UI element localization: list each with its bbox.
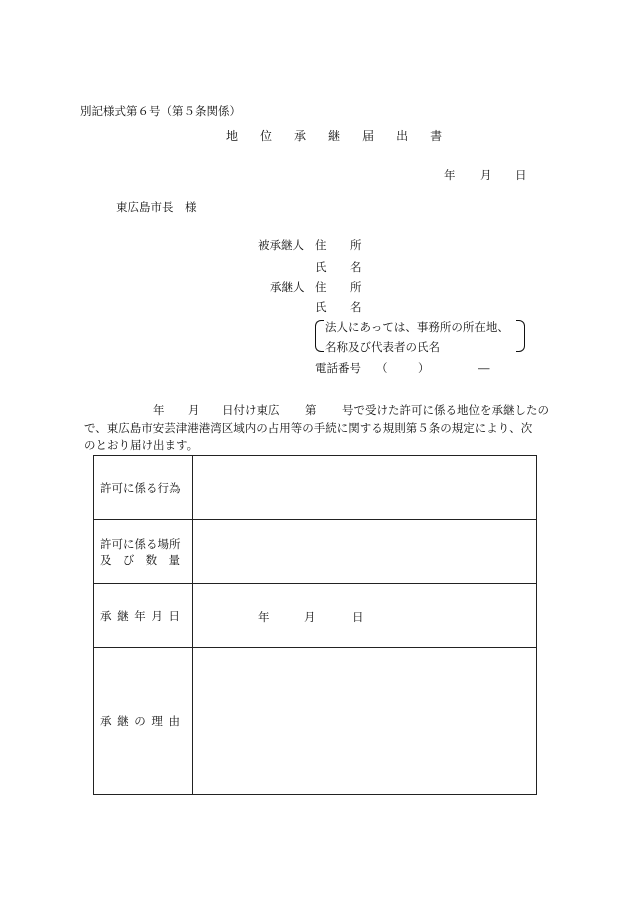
body-day-prefix: 日付け東広: [222, 403, 280, 417]
label-char: の: [134, 714, 146, 728]
label-char: 月: [151, 608, 163, 623]
label-char: 日: [168, 608, 180, 623]
place-value-cell[interactable]: [193, 520, 537, 584]
table-row: [94, 456, 537, 520]
succession-month-label: 月: [304, 610, 316, 624]
date-year-label: 年: [444, 168, 456, 182]
successor-address-label-b: 所: [350, 280, 362, 294]
label-char: 年: [134, 608, 146, 623]
body-dai: 第: [305, 403, 317, 417]
phone-dash: ―: [478, 361, 490, 375]
title-char: 書: [430, 129, 443, 143]
note-bracket-right: [516, 320, 525, 352]
body-line2: で、東広島市安芸津港港湾区域内の占用等の手続に関する規則第５条の規定により、次: [84, 421, 533, 435]
corporate-note-line1: 法人にあっては、事務所の所在地、: [325, 320, 509, 334]
succession-date-label: [94, 584, 193, 648]
table-row: [94, 520, 537, 584]
title-char: 位: [260, 129, 273, 143]
act-label: 許可に係る行為: [94, 456, 193, 520]
phone-paren-close: ）: [418, 361, 430, 375]
succession-date-value-cell[interactable]: [193, 584, 537, 648]
notification-table: [93, 455, 537, 795]
date-month-label: 月: [480, 168, 492, 182]
label-char: 承: [100, 714, 112, 728]
reason-label-chars: [100, 713, 180, 729]
successor-address-label-a: 住: [315, 280, 327, 294]
label-char: 継: [117, 714, 129, 728]
place-label-char: 及: [100, 552, 112, 567]
predecessor-address-label-b: 所: [350, 238, 362, 252]
successor-name-label-b: 名: [350, 300, 362, 314]
title-char: 継: [328, 129, 341, 143]
act-value-cell[interactable]: [193, 456, 537, 520]
place-label: [94, 520, 193, 584]
succession-year-label: 年: [258, 610, 270, 624]
body-line3: のとおり届け出ます。: [84, 438, 199, 452]
place-label-char: び: [122, 552, 135, 567]
place-label-line2: [100, 552, 180, 568]
phone-label: 電話番号: [315, 361, 361, 375]
place-label-char: 量: [168, 552, 180, 567]
table-row: [94, 584, 537, 648]
successor-role: 承継人: [270, 280, 305, 294]
predecessor-address-label-a: 住: [315, 238, 327, 252]
corporate-note-line2: 名称及び代表者の氏名: [325, 340, 440, 354]
successor-name-label-a: 氏: [315, 300, 327, 314]
addressee: 東広島市長 様: [116, 200, 197, 214]
phone-paren-open: （: [376, 361, 388, 375]
body-month: 月: [188, 403, 200, 417]
predecessor-name-label-a: 氏: [315, 260, 327, 274]
place-label-line1: 許可に係る場所: [100, 536, 181, 551]
place-label-char: 数: [145, 552, 158, 567]
title-char: 届: [362, 129, 375, 143]
body-year: 年: [153, 403, 165, 417]
date-day-label: 日: [515, 168, 527, 182]
reason-label: [94, 648, 193, 795]
title-char: 地: [226, 129, 239, 143]
succession-day-label: 日: [352, 610, 364, 624]
body-line1-rest: 号で受けた許可に係る地位を承継したの: [342, 403, 549, 417]
label-char: 承: [100, 608, 112, 623]
table-row: [94, 648, 537, 795]
title-char: 出: [396, 129, 409, 143]
form-number: 別記様式第６号（第５条関係）: [80, 104, 241, 118]
title-char: 承: [294, 129, 307, 143]
document-title: [226, 129, 442, 143]
predecessor-name-label-b: 名: [350, 260, 362, 274]
label-char: 由: [168, 714, 180, 728]
predecessor-role: 被承継人: [258, 238, 304, 252]
note-bracket-left: [315, 320, 324, 352]
succession-date-label-chars: [100, 608, 180, 624]
reason-value-cell[interactable]: [193, 648, 537, 795]
label-char: 理: [151, 714, 163, 728]
label-char: 継: [117, 608, 129, 623]
